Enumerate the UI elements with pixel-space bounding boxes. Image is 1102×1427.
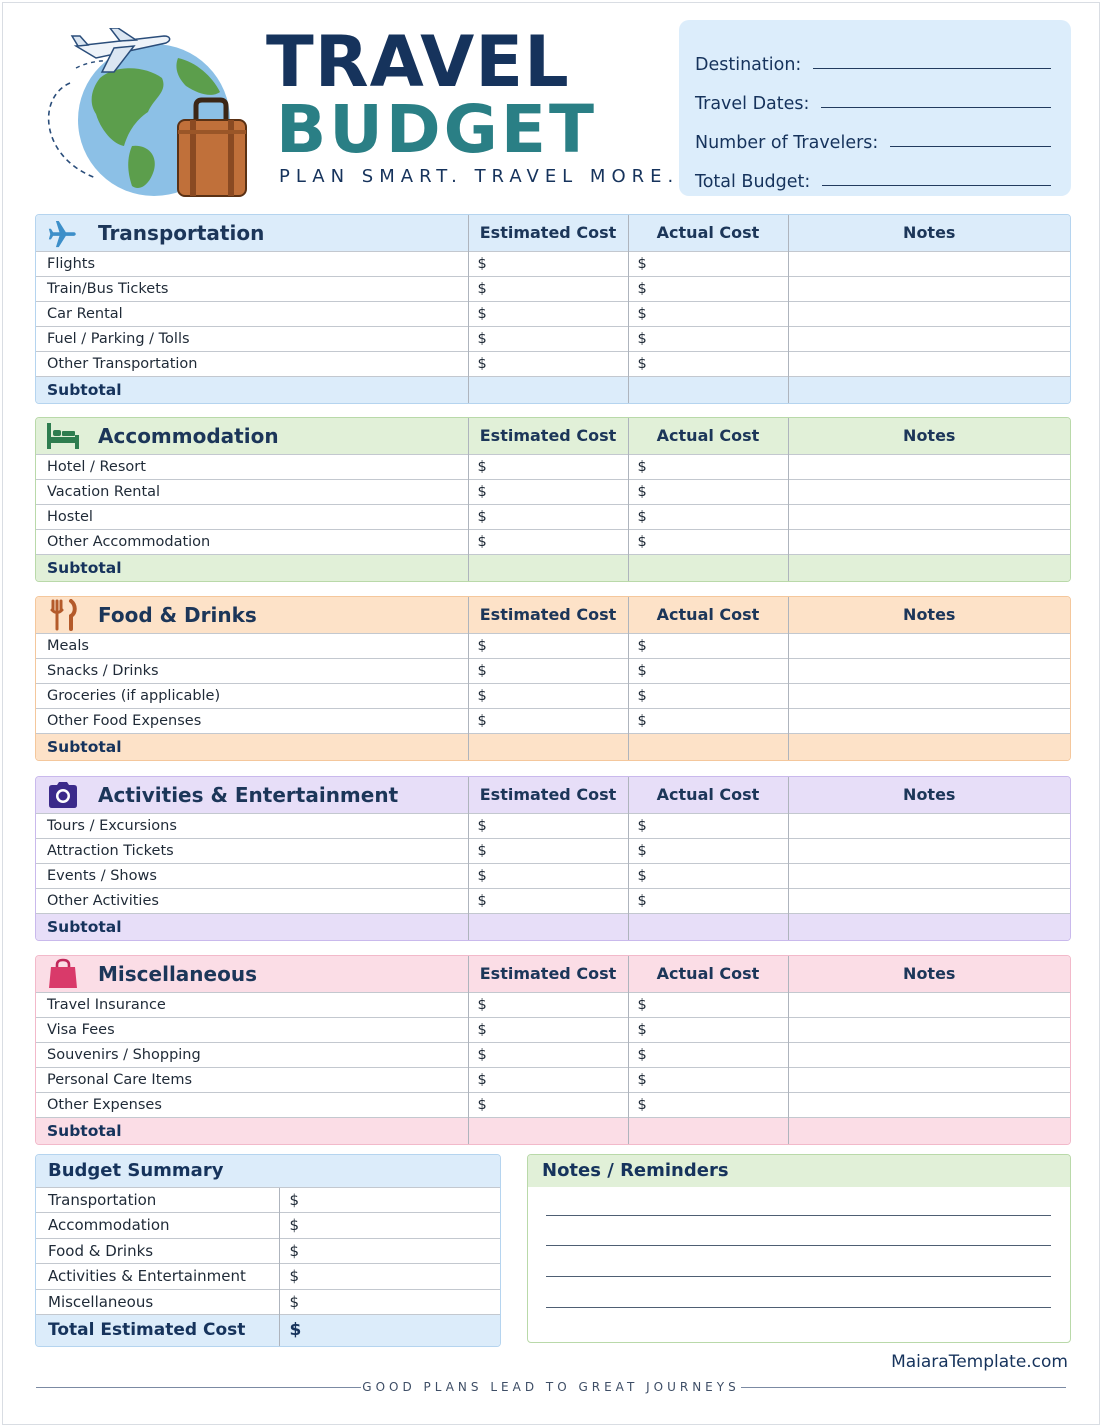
notes-cell[interactable] — [788, 251, 1070, 276]
subtotal-row — [36, 554, 1070, 581]
item-label: Visa Fees — [36, 1017, 468, 1042]
notes-line[interactable] — [546, 1215, 1051, 1216]
table-row — [36, 863, 1070, 888]
notes-subtotal-cell[interactable] — [788, 376, 1070, 403]
actual-cost-cell[interactable]: $ — [628, 529, 788, 554]
section-transportation — [35, 214, 1071, 404]
actual-subtotal-cell[interactable] — [628, 913, 788, 940]
notes-reminders-title: Notes / Reminders — [528, 1155, 1070, 1187]
notes-line[interactable] — [546, 1276, 1051, 1277]
actual-cost-cell[interactable]: $ — [628, 479, 788, 504]
estimated-cost-cell[interactable]: $ — [468, 326, 628, 351]
table-row — [36, 301, 1070, 326]
estimated-cost-header: Estimated Cost — [468, 597, 628, 633]
actual-cost-cell[interactable]: $ — [628, 633, 788, 658]
travelers-label: Number of Travelers: — [695, 133, 879, 153]
summary-label: Food & Drinks — [36, 1238, 279, 1264]
estimated-subtotal-cell[interactable] — [468, 1117, 628, 1144]
subtotal-label: Subtotal — [36, 733, 468, 760]
actual-cost-cell[interactable]: $ — [628, 708, 788, 733]
section-accommodation — [35, 417, 1071, 582]
shopping-bag-icon — [46, 958, 80, 990]
actual-cost-cell[interactable]: $ — [628, 683, 788, 708]
subtotal-row — [36, 913, 1070, 940]
notes-cell[interactable] — [788, 1042, 1070, 1067]
estimated-cost-cell[interactable]: $ — [468, 683, 628, 708]
estimated-cost-cell[interactable]: $ — [468, 276, 628, 301]
budget-summary-title: Budget Summary — [36, 1155, 500, 1187]
item-label: Other Activities — [36, 888, 468, 913]
item-label: Train/Bus Tickets — [36, 276, 468, 301]
estimated-cost-cell[interactable]: $ — [468, 1017, 628, 1042]
estimated-cost-cell[interactable]: $ — [468, 888, 628, 913]
summary-row — [36, 1264, 500, 1290]
notes-reminders — [527, 1154, 1071, 1343]
bed-icon — [46, 421, 80, 451]
actual-cost-cell[interactable]: $ — [628, 1017, 788, 1042]
footer-slogan: GOOD PLANS LEAD TO GREAT JOURNEYS — [362, 1380, 740, 1394]
notes-subtotal-cell[interactable] — [788, 1117, 1070, 1144]
destination-label: Destination: — [695, 55, 802, 75]
total-budget-field[interactable] — [822, 185, 1051, 186]
subtotal-label: Subtotal — [36, 554, 468, 581]
item-label: Vacation Rental — [36, 479, 468, 504]
actual-subtotal-cell[interactable] — [628, 733, 788, 760]
item-label: Other Transportation — [36, 351, 468, 376]
item-label: Snacks / Drinks — [36, 658, 468, 683]
actual-cost-cell[interactable]: $ — [628, 658, 788, 683]
summary-value-cell[interactable]: $ — [279, 1213, 500, 1239]
table-row — [36, 454, 1070, 479]
estimated-cost-cell[interactable]: $ — [468, 863, 628, 888]
actual-cost-header: Actual Cost — [628, 956, 788, 992]
tagline: PLAN SMART. TRAVEL MORE. — [279, 166, 680, 187]
estimated-cost-cell[interactable]: $ — [468, 838, 628, 863]
estimated-cost-cell[interactable]: $ — [468, 454, 628, 479]
notes-cell[interactable] — [788, 708, 1070, 733]
table-row — [36, 683, 1070, 708]
notes-cell[interactable] — [788, 658, 1070, 683]
estimated-cost-cell[interactable]: $ — [468, 479, 628, 504]
summary-row — [36, 1187, 500, 1213]
actual-cost-header: Actual Cost — [628, 777, 788, 813]
notes-cell[interactable] — [788, 479, 1070, 504]
estimated-cost-header: Estimated Cost — [468, 777, 628, 813]
table-row — [36, 351, 1070, 376]
summary-row — [36, 1289, 500, 1315]
notes-cell[interactable] — [788, 351, 1070, 376]
estimated-subtotal-cell[interactable] — [468, 733, 628, 760]
notes-cell[interactable] — [788, 1067, 1070, 1092]
estimated-cost-cell[interactable]: $ — [468, 813, 628, 838]
item-label: Meals — [36, 633, 468, 658]
actual-cost-cell[interactable]: $ — [628, 1092, 788, 1117]
summary-value-cell[interactable]: $ — [279, 1264, 500, 1290]
notes-header: Notes — [788, 777, 1070, 813]
table-row — [36, 992, 1070, 1017]
summary-row — [36, 1238, 500, 1264]
item-label: Flights — [36, 251, 468, 276]
actual-cost-cell[interactable]: $ — [628, 813, 788, 838]
actual-cost-cell[interactable]: $ — [628, 504, 788, 529]
table-row — [36, 888, 1070, 913]
estimated-cost-header: Estimated Cost — [468, 418, 628, 454]
subtotal-row — [36, 1117, 1070, 1144]
notes-subtotal-cell[interactable] — [788, 913, 1070, 940]
title-travel: TRAVEL — [266, 21, 570, 103]
section-title: Activities & Entertainment — [98, 782, 399, 807]
estimated-cost-cell[interactable]: $ — [468, 1067, 628, 1092]
section-title: Food & Drinks — [98, 602, 257, 627]
notes-line[interactable] — [546, 1245, 1051, 1246]
travelers-field[interactable] — [890, 146, 1051, 147]
actual-cost-cell[interactable]: $ — [628, 838, 788, 863]
estimated-cost-cell[interactable]: $ — [468, 992, 628, 1017]
notes-cell[interactable] — [788, 326, 1070, 351]
summary-label: Transportation — [36, 1187, 279, 1213]
notes-cell[interactable] — [788, 838, 1070, 863]
item-label: Souvenirs / Shopping — [36, 1042, 468, 1067]
notes-line[interactable] — [546, 1307, 1051, 1308]
summary-label: Activities & Entertainment — [36, 1264, 279, 1290]
estimated-cost-cell[interactable]: $ — [468, 301, 628, 326]
estimated-cost-cell[interactable]: $ — [468, 504, 628, 529]
airplane-icon — [46, 216, 80, 250]
table-row — [36, 1067, 1070, 1092]
section-title: Accommodation — [98, 423, 279, 448]
estimated-subtotal-cell[interactable] — [468, 376, 628, 403]
actual-cost-cell[interactable]: $ — [628, 326, 788, 351]
travel-dates-label: Travel Dates: — [695, 94, 810, 114]
estimated-cost-cell[interactable]: $ — [468, 633, 628, 658]
item-label: Car Rental — [36, 301, 468, 326]
actual-cost-cell[interactable]: $ — [628, 1042, 788, 1067]
subtotal-label: Subtotal — [36, 376, 468, 403]
total-estimated-row — [36, 1315, 500, 1346]
notes-cell[interactable] — [788, 1092, 1070, 1117]
actual-cost-header: Actual Cost — [628, 597, 788, 633]
total-budget-row — [695, 153, 1051, 192]
table-row — [36, 504, 1070, 529]
table-row — [36, 251, 1070, 276]
camera-icon — [46, 780, 80, 810]
website-link[interactable]: MaiaraTemplate.com — [891, 1352, 1068, 1372]
total-estimated-label: Total Estimated Cost — [36, 1315, 279, 1346]
notes-cell[interactable] — [788, 276, 1070, 301]
notes-cell[interactable] — [788, 863, 1070, 888]
notes-cell[interactable] — [788, 992, 1070, 1017]
item-label: Other Food Expenses — [36, 708, 468, 733]
actual-cost-cell[interactable]: $ — [628, 251, 788, 276]
globe-illustration — [36, 28, 256, 198]
notes-cell[interactable] — [788, 529, 1070, 554]
notes-header: Notes — [788, 418, 1070, 454]
actual-cost-header: Actual Cost — [628, 215, 788, 251]
table-row — [36, 276, 1070, 301]
total-budget-label: Total Budget: — [695, 172, 811, 192]
table-row — [36, 658, 1070, 683]
item-label: Other Accommodation — [36, 529, 468, 554]
actual-cost-cell[interactable]: $ — [628, 863, 788, 888]
notes-subtotal-cell[interactable] — [788, 733, 1070, 760]
subtotal-label: Subtotal — [36, 913, 468, 940]
summary-value-cell[interactable]: $ — [279, 1238, 500, 1264]
section-miscellaneous — [35, 955, 1071, 1145]
estimated-cost-cell[interactable]: $ — [468, 708, 628, 733]
summary-value-cell[interactable]: $ — [279, 1289, 500, 1315]
summary-label: Miscellaneous — [36, 1289, 279, 1315]
notes-subtotal-cell[interactable] — [788, 554, 1070, 581]
item-label: Hotel / Resort — [36, 454, 468, 479]
table-row — [36, 479, 1070, 504]
table-row — [36, 1017, 1070, 1042]
title-budget: BUDGET — [276, 91, 597, 168]
summary-label: Accommodation — [36, 1213, 279, 1239]
item-label: Groceries (if applicable) — [36, 683, 468, 708]
item-label: Hostel — [36, 504, 468, 529]
estimated-cost-cell[interactable]: $ — [468, 529, 628, 554]
destination-field[interactable] — [813, 68, 1051, 69]
section-title: Miscellaneous — [98, 961, 257, 986]
estimated-cost-cell[interactable]: $ — [468, 1092, 628, 1117]
estimated-cost-cell[interactable]: $ — [468, 1042, 628, 1067]
actual-cost-cell[interactable]: $ — [628, 888, 788, 913]
table-row — [36, 529, 1070, 554]
notes-header: Notes — [788, 956, 1070, 992]
actual-cost-cell[interactable]: $ — [628, 301, 788, 326]
item-label: Tours / Excursions — [36, 813, 468, 838]
notes-cell[interactable] — [788, 301, 1070, 326]
estimated-subtotal-cell[interactable] — [468, 913, 628, 940]
actual-subtotal-cell[interactable] — [628, 1117, 788, 1144]
budget-summary — [35, 1154, 501, 1347]
section-food-drinks — [35, 596, 1071, 761]
table-row — [36, 708, 1070, 733]
subtotal-row — [36, 376, 1070, 403]
table-row — [36, 633, 1070, 658]
estimated-cost-header: Estimated Cost — [468, 215, 628, 251]
estimated-cost-cell[interactable]: $ — [468, 658, 628, 683]
estimated-subtotal-cell[interactable] — [468, 554, 628, 581]
notes-cell[interactable] — [788, 633, 1070, 658]
actual-subtotal-cell[interactable] — [628, 554, 788, 581]
actual-cost-header: Actual Cost — [628, 418, 788, 454]
table-row — [36, 838, 1070, 863]
travel-dates-row — [695, 75, 1051, 114]
total-estimated-cell[interactable]: $ — [279, 1315, 500, 1346]
notes-cell[interactable] — [788, 888, 1070, 913]
actual-cost-cell[interactable]: $ — [628, 351, 788, 376]
notes-cell[interactable] — [788, 683, 1070, 708]
section-activities — [35, 776, 1071, 941]
item-label: Events / Shows — [36, 863, 468, 888]
travelers-row — [695, 114, 1051, 153]
estimated-cost-header: Estimated Cost — [468, 956, 628, 992]
notes-header: Notes — [788, 215, 1070, 251]
actual-cost-cell[interactable]: $ — [628, 992, 788, 1017]
estimated-cost-cell[interactable]: $ — [468, 351, 628, 376]
notes-cell[interactable] — [788, 813, 1070, 838]
fork-knife-icon — [46, 599, 80, 631]
item-label: Fuel / Parking / Tolls — [36, 326, 468, 351]
subtotal-label: Subtotal — [36, 1117, 468, 1144]
summary-value-cell[interactable]: $ — [279, 1187, 500, 1213]
notes-cell[interactable] — [788, 504, 1070, 529]
table-row — [36, 1042, 1070, 1067]
travel-dates-field[interactable] — [821, 107, 1051, 108]
destination-row — [695, 36, 1051, 75]
section-title: Transportation — [98, 220, 265, 245]
actual-cost-cell[interactable]: $ — [628, 454, 788, 479]
notes-cell[interactable] — [788, 454, 1070, 479]
estimated-cost-cell[interactable]: $ — [468, 251, 628, 276]
actual-subtotal-cell[interactable] — [628, 376, 788, 403]
item-label: Travel Insurance — [36, 992, 468, 1017]
notes-header: Notes — [788, 597, 1070, 633]
table-row — [36, 1092, 1070, 1117]
actual-cost-cell[interactable]: $ — [628, 276, 788, 301]
table-row — [36, 813, 1070, 838]
item-label: Personal Care Items — [36, 1067, 468, 1092]
table-row — [36, 326, 1070, 351]
actual-cost-cell[interactable]: $ — [628, 1067, 788, 1092]
trip-info-box — [679, 20, 1071, 196]
summary-row — [36, 1213, 500, 1239]
subtotal-row — [36, 733, 1070, 760]
item-label: Other Expenses — [36, 1092, 468, 1117]
item-label: Attraction Tickets — [36, 838, 468, 863]
notes-cell[interactable] — [788, 1017, 1070, 1042]
